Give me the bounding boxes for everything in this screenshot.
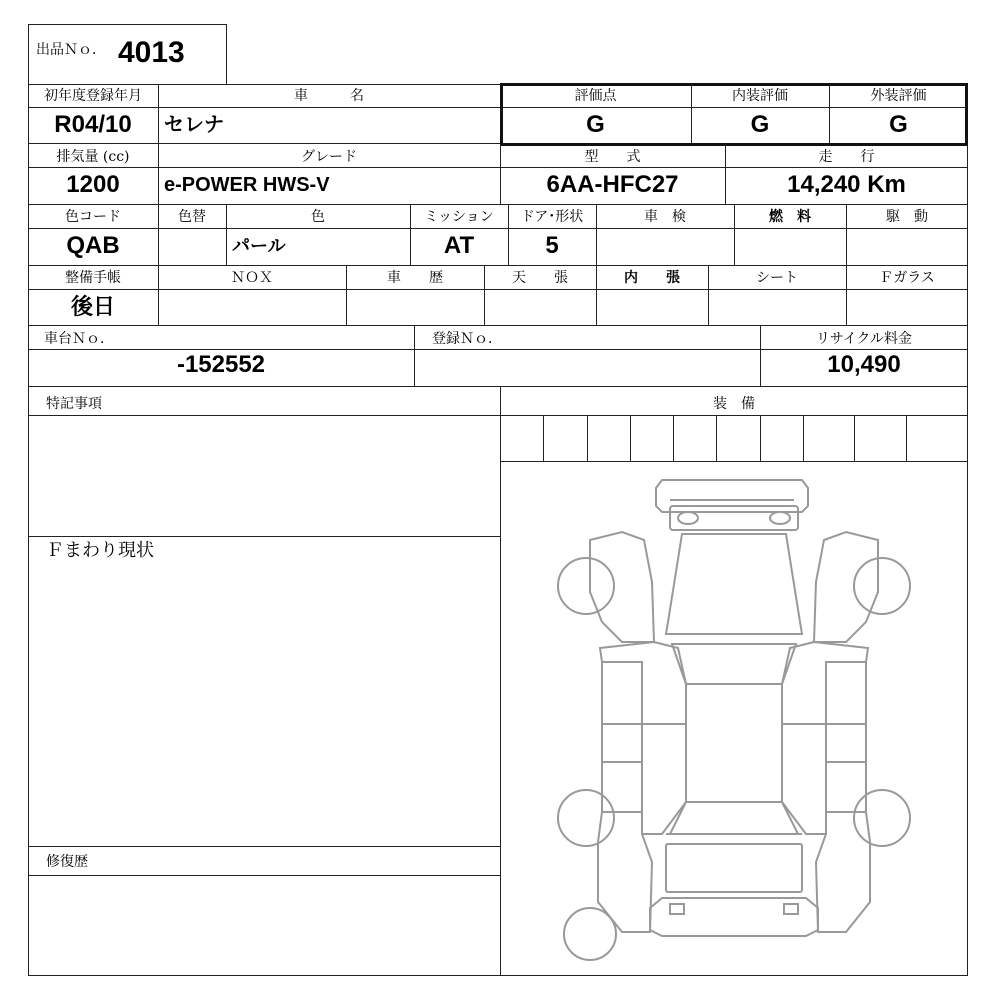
rear-glass xyxy=(670,802,798,834)
equipment-cell-9 xyxy=(906,416,907,461)
car-diagram xyxy=(502,462,966,974)
car-name-value: セレナ xyxy=(164,114,224,136)
color-change-label: 色替 xyxy=(178,209,206,225)
row2-bottom xyxy=(28,204,968,205)
wheel-front-right xyxy=(854,558,910,614)
grade-value: e-POWER HWS-V xyxy=(164,174,330,196)
interior-trim-label: 内 張 xyxy=(624,270,680,286)
front-lamp-left xyxy=(678,512,698,524)
left-side-body xyxy=(602,662,642,812)
front-section-divider xyxy=(28,536,500,537)
wheel-rear-left xyxy=(558,790,614,846)
seat-label: シート xyxy=(756,270,798,286)
notes-header-divider xyxy=(28,415,968,416)
first-reg-label: 初年度登録年月 xyxy=(44,88,142,104)
lot-number-label: 出品Ｎｏ． xyxy=(36,42,106,58)
left-rear-door xyxy=(642,724,686,834)
rear-hatch xyxy=(666,844,802,892)
special-notes-label: 特記事項 xyxy=(46,396,102,412)
equipment-cell-2 xyxy=(587,416,588,461)
rear-lamp-left xyxy=(670,904,684,914)
equipment-cell-3 xyxy=(630,416,631,461)
score-value: G xyxy=(586,111,605,138)
score-label: 評価点 xyxy=(574,88,617,104)
interior-value: G xyxy=(750,111,770,138)
right-front-fender xyxy=(814,532,878,642)
equipment-label: 装 備 xyxy=(713,396,755,412)
repair-label-divider xyxy=(28,875,500,876)
spare-tire xyxy=(564,908,616,960)
mileage-label: 走 行 xyxy=(818,149,875,165)
right-rear-quarter xyxy=(816,812,870,932)
rear-lamp-right xyxy=(784,904,798,914)
mileage-value: 14,240 Km xyxy=(787,171,906,198)
interior-label: 内装評価 xyxy=(732,88,788,104)
roof xyxy=(686,684,782,802)
first-reg-value: R04/10 xyxy=(54,111,132,138)
mission-value: AT xyxy=(443,232,475,259)
right-side-body xyxy=(826,662,866,812)
equipment-cell-4 xyxy=(673,416,674,461)
exterior-label: 外装評価 xyxy=(870,88,927,104)
mission-label: ミッション xyxy=(424,209,494,225)
row3-bottom xyxy=(28,265,968,266)
wheel-rear-right xyxy=(854,790,910,846)
inspection-label: 車 検 xyxy=(644,209,686,225)
door-label: ドア･形状 xyxy=(520,209,584,225)
history-label: 車 歴 xyxy=(387,270,443,286)
grade-label: グレード xyxy=(301,149,357,165)
color-label: 色 xyxy=(311,209,325,225)
front-grille xyxy=(670,506,798,530)
recycle-label: リサイクル料金 xyxy=(815,331,913,347)
color-value: パール xyxy=(232,236,286,256)
left-front-fender xyxy=(590,532,654,642)
car-name-label: 車 名 xyxy=(294,88,364,104)
front-lamp-right xyxy=(770,512,790,524)
model-label: 型 式 xyxy=(584,149,641,165)
equipment-cell-8 xyxy=(854,416,855,461)
drive-label: 駆 動 xyxy=(886,209,928,225)
maintenance-value: 後日 xyxy=(70,294,115,319)
row4-bottom xyxy=(28,325,968,326)
color-code-value: QAB xyxy=(66,232,120,259)
chassis-label: 車台Ｎｏ． xyxy=(44,331,114,347)
glass-label: Ｆガラス xyxy=(879,270,935,286)
recycle-value: 10,490 xyxy=(827,351,901,378)
row1-bottom-left xyxy=(28,143,500,144)
hood xyxy=(666,534,802,634)
row4-header-divider xyxy=(28,289,968,290)
windshield xyxy=(672,644,796,684)
exterior-value: G xyxy=(889,111,908,138)
lot-number-value: 4013 xyxy=(118,36,185,69)
equipment-cell-6 xyxy=(760,416,761,461)
roof-label: 天 張 xyxy=(512,270,568,286)
equipment-cell-1 xyxy=(543,416,544,461)
fuel-label: 燃 料 xyxy=(769,209,811,225)
row5-v1 xyxy=(414,326,415,386)
row5-bottom xyxy=(28,386,968,387)
right-rear-door xyxy=(782,724,826,834)
displacement-value: 1200 xyxy=(66,171,120,198)
model-value: 6AA-HFC27 xyxy=(546,171,679,198)
repair-history-label: 修復歴 xyxy=(46,854,88,870)
equipment-cell-7 xyxy=(803,416,804,461)
color-code-label: 色コード xyxy=(65,209,121,225)
front-bumper xyxy=(656,480,808,512)
wheel-front-left xyxy=(558,558,614,614)
repair-top-divider xyxy=(28,846,500,847)
displacement-label: 排気量 (cc) xyxy=(56,149,130,165)
door-value: 5 xyxy=(545,232,559,259)
front-condition-label: Ｆまわり現状 xyxy=(46,540,154,561)
maintenance-label: 整備手帳 xyxy=(65,270,121,286)
nox-label: ＮＯＸ xyxy=(231,270,273,286)
equipment-cell-5 xyxy=(716,416,717,461)
registration-label: 登録Ｎｏ． xyxy=(432,331,502,347)
chassis-value: -152552 xyxy=(176,351,266,378)
lower-center-divider xyxy=(500,386,501,976)
